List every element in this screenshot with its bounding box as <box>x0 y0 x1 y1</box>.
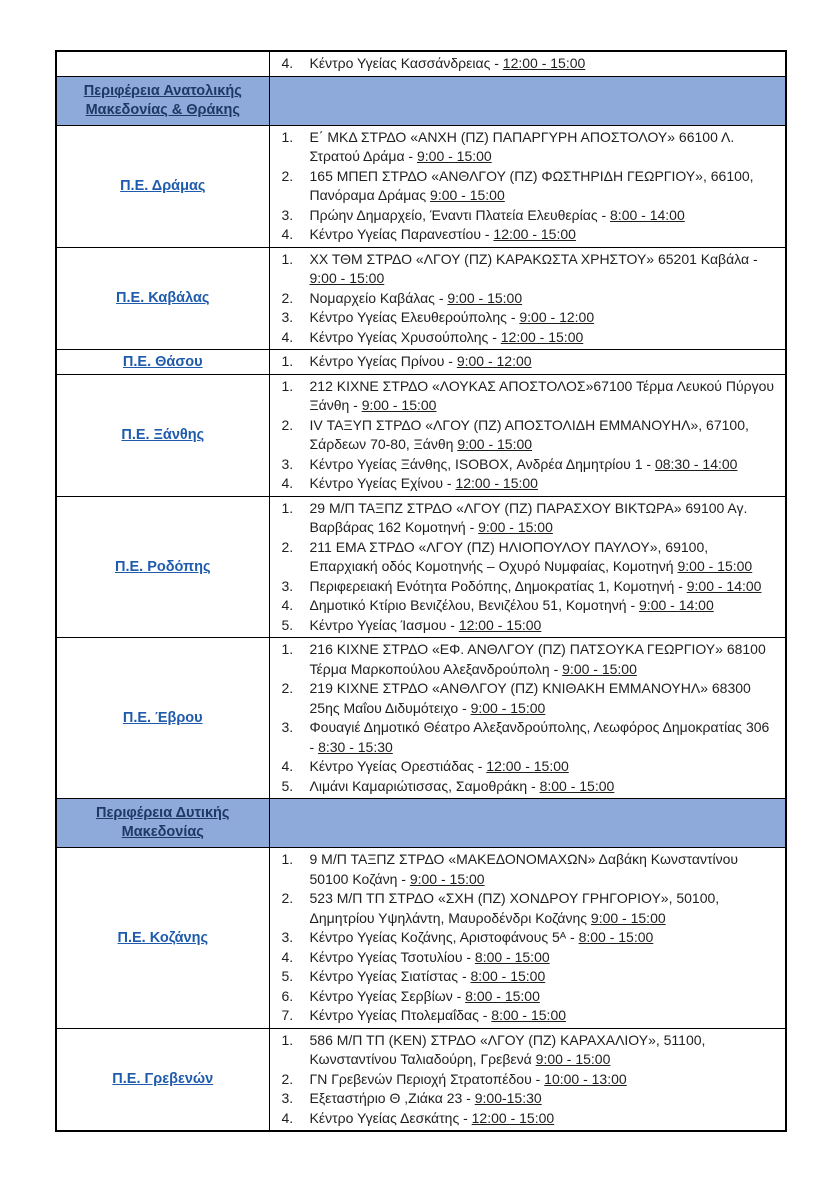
entries-cell <box>269 51 786 76</box>
entry-item <box>282 289 778 309</box>
entry-hours: 12:00 - 15:00 <box>493 226 576 242</box>
entries-cell <box>269 496 786 638</box>
entry-hours: 8:00 - 15:00 <box>470 968 546 984</box>
entry-description: Κέντρο Υγείας Σιατίστας - <box>309 968 471 984</box>
entry-item <box>282 250 778 289</box>
entry-hours: 9:00 - 15:00 <box>590 909 666 926</box>
entry-number: 4. <box>281 758 294 774</box>
region-name-cell <box>56 638 269 799</box>
region-header-label: Περιφέρεια Ανατολικής Μακεδονίας & Θράκης <box>83 82 242 118</box>
entry-description: Κέντρο Υγείας Τσοτυλίου - <box>309 948 475 965</box>
entry-hours: 08:30 - 14:00 <box>654 455 738 472</box>
entry-hours: 9:00 - 12:00 <box>456 353 532 369</box>
region-name-label: Π.Ε. Ροδόπης <box>114 558 211 575</box>
entry-item <box>282 679 778 718</box>
entry-hours: 9:00 - 14:00 <box>639 597 714 613</box>
table-row <box>56 374 786 496</box>
entry-description: Κέντρο Υγείας Ξάνθης, ISOBOX, Ανδρέα Δημητρίου 1 - <box>309 455 655 472</box>
entry-hours: 9:00 - 15:00 <box>430 187 505 203</box>
entries-cell <box>269 1028 786 1131</box>
entry-description: Κέντρο Υγείας Κοζάνης, Αριστοφάνους 5ᴬ - <box>309 929 579 945</box>
entry-description: Κέντρο Υγείας Πτολεμαΐδας - <box>309 1007 492 1023</box>
entry-description: Κέντρο Υγείας Εχίνου - <box>309 475 456 491</box>
entry-text <box>310 416 778 455</box>
entry-description: Φουαγιέ Δημοτικό Θέατρο Αλεξανδρούπολης, Λεωφόρος Δημοκρατίας 306 - <box>309 719 770 755</box>
entry-hours: 9:00 - 15:00 <box>309 270 385 286</box>
entry-number: 1. <box>281 353 294 369</box>
entry-item <box>282 948 778 968</box>
entry-text <box>310 889 778 928</box>
entry-text <box>310 1070 778 1090</box>
entry-description: 219 ΚΙΧΝΕ ΣΤΡΔΟ «ΑΝΘΛΓΟΥ (ΠΖ) ΚΝΙΘΑΚΗ ΕΜΜΑΝΟΥΗΛ» 68300 25ης Μαΐου Διδυμότειχο - <box>309 680 751 716</box>
entry-text <box>310 596 778 616</box>
entry-description: Πρώην Δημαρχείο, Έναντι Πλατεία Ελευθερίας - <box>309 206 611 223</box>
entry-number: 3. <box>281 309 294 325</box>
entry-text <box>310 850 778 889</box>
entry-description: 212 ΚΙΧΝΕ ΣΤΡΔΟ «ΛΟΥΚΑΣ ΑΠΟΣΤΟΛΟΣ»67100 Τέρμα Λευκού Πύργου Ξάνθη - <box>309 377 775 413</box>
entry-text <box>310 250 778 289</box>
entry-hours: 8:00 - 15:00 <box>578 929 654 945</box>
entry-description: Κέντρο Υγείας Κασσάνδρειας - <box>309 55 503 71</box>
entry-text <box>310 987 778 1007</box>
entry-item <box>282 416 778 455</box>
entry-text <box>310 616 778 636</box>
entries-cell <box>269 638 786 799</box>
entries-cell <box>269 76 786 125</box>
entry-description: 586 Μ/Π ΤΠ (ΚΕΝ) ΣΤΡΔΟ «ΛΓΟΥ (ΠΖ) ΚΑΡΑΧΑΛΙΟΥ», 51100, Κωνσταντίνου Ταλιαδούρη, Γρεβενά <box>309 1031 706 1067</box>
entry-description: IV ΤΑΞΥΠ ΣΤΡΔΟ «ΛΓΟΥ (ΠΖ) ΑΠΟΣΤΟΛΙΔΗ ΕΜΜΑΝΟΥΗΛ», 67100, Σάρδεων 70-80, Ξάνθη <box>309 416 749 452</box>
entry-description: Δημοτικό Κτίριο Βενιζέλου, Βενιζέλου 51, Κομοτηνή - <box>309 597 640 613</box>
region-header-row <box>56 799 786 848</box>
entry-text <box>310 640 778 679</box>
entry-number: 4. <box>281 328 294 345</box>
entries-cell <box>269 125 786 247</box>
entry-hours: 9:00-15:30 <box>474 1090 542 1106</box>
entry-item <box>282 718 778 757</box>
entry-text <box>310 455 778 475</box>
entry-description: Περιφερειακή Ενότητα Ροδόπης, Δημοκρατίας 1, Κομοτηνή - <box>309 577 687 594</box>
entry-number: 7. <box>281 1007 294 1023</box>
entry-text <box>310 474 778 494</box>
entry-item <box>282 850 778 889</box>
entry-text <box>310 499 778 538</box>
entry-hours: 8:00 - 14:00 <box>610 206 685 223</box>
entry-hours: 9:00 - 15:00 <box>562 660 637 677</box>
entry-text <box>310 1006 778 1026</box>
region-name-label: Π.Ε. Έβρου <box>122 710 203 726</box>
entry-number: 4. <box>281 226 294 242</box>
entry-hours: 8:00 - 15:00 <box>539 777 615 794</box>
entry-number: 4. <box>281 597 294 613</box>
entry-text <box>310 167 778 206</box>
entry-description: Κέντρο Υγείας Παρανεστίου - <box>309 226 494 242</box>
entry-hours: 9:00 - 14:00 <box>686 577 762 594</box>
region-name-cell <box>56 374 269 496</box>
entry-text <box>310 538 778 577</box>
entries-cell <box>269 374 786 496</box>
entry-hours: 8:00 - 15:00 <box>465 987 540 1004</box>
entry-number: 2. <box>281 289 294 306</box>
entry-number: 2. <box>281 890 294 906</box>
entry-text <box>310 679 778 718</box>
entry-text <box>310 757 778 777</box>
entry-description: Κέντρο Υγείας Ορεστιάδας - <box>309 758 487 774</box>
entry-hours: 12:00 - 15:00 <box>486 758 569 774</box>
region-header-label: Περιφέρεια Δυτικής Μακεδονίας <box>96 805 230 840</box>
region-name-label: Π.Ε. Δράμας <box>120 178 206 194</box>
entry-text <box>310 328 778 348</box>
entry-text <box>310 206 778 226</box>
entry-hours: 12:00 - 15:00 <box>458 616 542 633</box>
entry-text <box>310 128 778 167</box>
entry-number: 4. <box>281 948 294 965</box>
entry-item <box>282 308 778 328</box>
entry-number: 1. <box>281 128 294 145</box>
table-row <box>56 125 786 247</box>
entry-text <box>310 54 778 74</box>
entry-text <box>310 225 778 245</box>
entry-item <box>282 757 778 777</box>
entry-description: 29 Μ/Π ΤΑΞΠΖ ΣΤΡΔΟ «ΛΓΟΥ (ΠΖ) ΠΑΡΑΣΧΟΥ ΒΙΚΤΩΡΑ» 69100 Αγ. Βαρβάρας 162 Κομοτηνή - <box>309 499 748 535</box>
entry-description: ΓΝ Γρεβενών Περιοχή Στρατοπέδου - <box>309 1070 545 1087</box>
entry-number: 2. <box>281 1070 294 1087</box>
entry-hours: 9:00 - 15:00 <box>677 558 753 574</box>
region-name-cell <box>56 848 269 1029</box>
region-header-cell <box>56 799 269 848</box>
region-header-cell <box>56 76 269 125</box>
entry-number: 1. <box>281 1031 294 1048</box>
entry-number: 5. <box>281 777 294 794</box>
entry-text <box>310 1031 778 1070</box>
table-row <box>56 350 786 375</box>
region-header-row <box>56 76 786 125</box>
entry-text <box>310 377 778 416</box>
entry-text <box>310 1089 778 1109</box>
entry-hours: 9:00 - 15:00 <box>447 289 523 306</box>
region-name-cell <box>56 247 269 350</box>
entry-description: Κέντρο Υγείας Σερβίων - <box>309 987 466 1004</box>
entry-description: 211 ΕΜΑ ΣΤΡΔΟ «ΛΓΟΥ (ΠΖ) ΗΛΙΟΠΟΥΛΟΥ ΠΑΥΛΟΥ», 69100, Επαρχιακή οδός Κομοτηνής – Οχυρό Νυμφαίας, Κομοτηνή <box>309 538 709 574</box>
entry-number: 4. <box>281 55 294 71</box>
entry-item <box>282 967 778 987</box>
entry-hours: 8:00 - 15:00 <box>491 1007 567 1023</box>
region-name-cell <box>56 496 269 638</box>
entry-text <box>310 289 778 309</box>
entry-number: 6. <box>281 987 294 1004</box>
region-name-label: Π.Ε. Ξάνθης <box>121 427 205 443</box>
entry-hours: 9:00 - 15:00 <box>361 397 437 413</box>
entry-number: 2. <box>281 538 294 555</box>
entry-item <box>282 455 778 475</box>
entry-text <box>310 308 778 328</box>
entry-description: 216 ΚΙΧΝΕ ΣΤΡΔΟ «ΕΦ. ΑΝΘΛΓΟΥ (ΠΖ) ΠΑΤΣΟΥΚΑ ΓΕΩΡΓΙΟΥ» 68100 Τέρμα Μαρκοπούλου Αλεξανδρούπολη - <box>309 641 766 677</box>
entry-description: Κέντρο Υγείας Ελευθερούπολης - <box>309 309 520 325</box>
table-row <box>56 1028 786 1131</box>
entry-description: Νομαρχείο Καβάλας - <box>309 289 448 306</box>
entry-item <box>282 640 778 679</box>
entry-number: 3. <box>281 929 294 945</box>
entry-text <box>310 352 778 372</box>
entry-item <box>282 1109 778 1129</box>
entry-item <box>282 499 778 538</box>
entry-description: Εξεταστήριο Θ ,Ζιάκα 23 - <box>309 1090 475 1106</box>
entry-number: 4. <box>281 475 294 491</box>
region-name-cell <box>56 350 269 375</box>
entry-number: 1. <box>281 641 294 657</box>
entry-number: 3. <box>281 1090 294 1106</box>
table-row <box>56 51 786 76</box>
entry-item <box>282 1006 778 1026</box>
entry-item <box>282 352 778 372</box>
entry-number: 3. <box>281 577 294 594</box>
entry-item <box>282 206 778 226</box>
entry-item <box>282 377 778 416</box>
entry-hours: 9:00 - 15:00 <box>416 148 492 164</box>
entry-hours: 12:00 - 15:00 <box>471 1109 555 1126</box>
entry-item <box>282 987 778 1007</box>
region-name-label: Π.Ε. Κοζάνης <box>117 929 208 946</box>
entry-description: ΧΧ ΤΘΜ ΣΤΡΔΟ «ΛΓΟΥ (ΠΖ) ΚΑΡΑΚΩΣΤΑ ΧΡΗΣΤΟΥ» 65201 Καβάλα - <box>309 250 758 267</box>
entries-cell <box>269 848 786 1029</box>
table-row <box>56 247 786 350</box>
entry-hours: 9:00 - 15:00 <box>457 436 533 452</box>
entry-item <box>282 1089 778 1109</box>
entry-item <box>282 928 778 948</box>
entry-item <box>282 1031 778 1070</box>
entry-number: 2. <box>281 167 294 184</box>
entry-text <box>310 1109 778 1129</box>
entries-cell <box>269 799 786 848</box>
entry-item <box>282 128 778 167</box>
entry-number: 3. <box>281 455 294 472</box>
schedule-table-body <box>56 51 786 1131</box>
entry-item <box>282 328 778 348</box>
entry-item <box>282 167 778 206</box>
entry-hours: 10:00 - 13:00 <box>544 1070 627 1087</box>
region-name-label: Π.Ε. Θάσου <box>122 353 203 370</box>
entry-number: 3. <box>281 719 294 735</box>
entry-hours: 9:00 - 15:00 <box>409 870 485 887</box>
entry-item <box>282 889 778 928</box>
entry-description: Κέντρο Υγείας Πρίνου - <box>309 353 457 369</box>
entry-hours: 12:00 - 15:00 <box>455 475 538 491</box>
entry-description: 9 Μ/Π ΤΑΞΠΖ ΣΤΡΔΟ «ΜΑΚΕΔΟΝΟΜΑΧΩΝ» Δαβάκη Κωνσταντίνου 50100 Κοζάνη - <box>309 851 739 887</box>
entries-cell <box>269 247 786 350</box>
entry-description: Κέντρο Υγείας Δεσκάτης - <box>309 1109 472 1126</box>
entry-item <box>282 1070 778 1090</box>
region-name-label: Π.Ε. Γρεβενών <box>112 1071 214 1088</box>
entry-text <box>310 577 778 597</box>
entry-text <box>310 948 778 968</box>
entry-text <box>310 777 778 797</box>
entry-hours: 9:00 - 15:00 <box>535 1051 611 1067</box>
entry-number: 5. <box>281 616 294 633</box>
table-row <box>56 496 786 638</box>
entry-description: Κέντρο Υγείας Χρυσούπολης - <box>309 328 501 345</box>
entry-item <box>282 474 778 494</box>
entry-number: 2. <box>281 680 294 696</box>
entry-number: 1. <box>281 377 294 394</box>
region-name-cell <box>56 1028 269 1131</box>
entry-description: Ε΄ ΜΚΔ ΣΤΡΔΟ «ΑΝΧΗ (ΠΖ) ΠΑΠΑΡΓΥΡΗ ΑΠΟΣΤΟΛΟΥ» 66100 Λ. Στρατού Δράμα - <box>309 128 735 164</box>
entry-number: 1. <box>281 250 294 267</box>
entry-item <box>282 616 778 636</box>
entry-number: 3. <box>281 206 294 223</box>
entry-hours: 9:00 - 15:00 <box>470 699 546 716</box>
schedule-table <box>55 50 787 1132</box>
entry-number: 4. <box>281 1109 294 1126</box>
region-name-label: Π.Ε. Καβάλας <box>116 290 210 307</box>
entry-text <box>310 718 778 757</box>
entry-description: Λιμάνι Καμαριώτισσας, Σαμοθράκη - <box>309 777 540 794</box>
entry-number: 2. <box>281 416 294 433</box>
entry-description: Κέντρο Υγείας Ίασμου - <box>309 616 459 633</box>
entry-item <box>282 538 778 577</box>
table-row <box>56 848 786 1029</box>
table-row <box>56 638 786 799</box>
entry-item <box>282 225 778 245</box>
entry-hours: 12:00 - 15:00 <box>502 55 586 71</box>
entry-item <box>282 777 778 797</box>
entry-hours: 9:00 - 12:00 <box>519 309 595 325</box>
entry-item <box>282 54 778 74</box>
entry-item <box>282 577 778 597</box>
entry-text <box>310 928 778 948</box>
entry-hours: 9:00 - 15:00 <box>478 519 553 535</box>
entry-item <box>282 596 778 616</box>
entry-hours: 8:00 - 15:00 <box>474 948 550 965</box>
entry-text <box>310 967 778 987</box>
entry-description: 165 ΜΠΕΠ ΣΤΡΔΟ «ΑΝΘΛΓΟΥ (ΠΖ) ΦΩΣΤΗΡΙΔΗ ΓΕΩΡΓΙΟΥ», 66100, Πανόραμα Δράμας <box>309 167 754 203</box>
entry-number: 1. <box>281 499 294 516</box>
entry-number: 1. <box>281 851 294 867</box>
region-name-cell <box>56 125 269 247</box>
entries-cell <box>269 350 786 375</box>
entry-description: 523 Μ/Π ΤΠ ΣΤΡΔΟ «ΣΧΗ (ΠΖ) ΧΟΝΔΡΟΥ ΓΡΗΓΟΡΙΟΥ», 50100, Δημητρίου Υψηλάντη, Μαυροδένδρι Κοζάνης <box>309 890 720 926</box>
region-name-cell <box>56 51 269 76</box>
entry-hours: 8:30 - 15:30 <box>318 738 393 755</box>
entry-number: 5. <box>281 968 294 984</box>
entry-hours: 12:00 - 15:00 <box>500 328 584 345</box>
